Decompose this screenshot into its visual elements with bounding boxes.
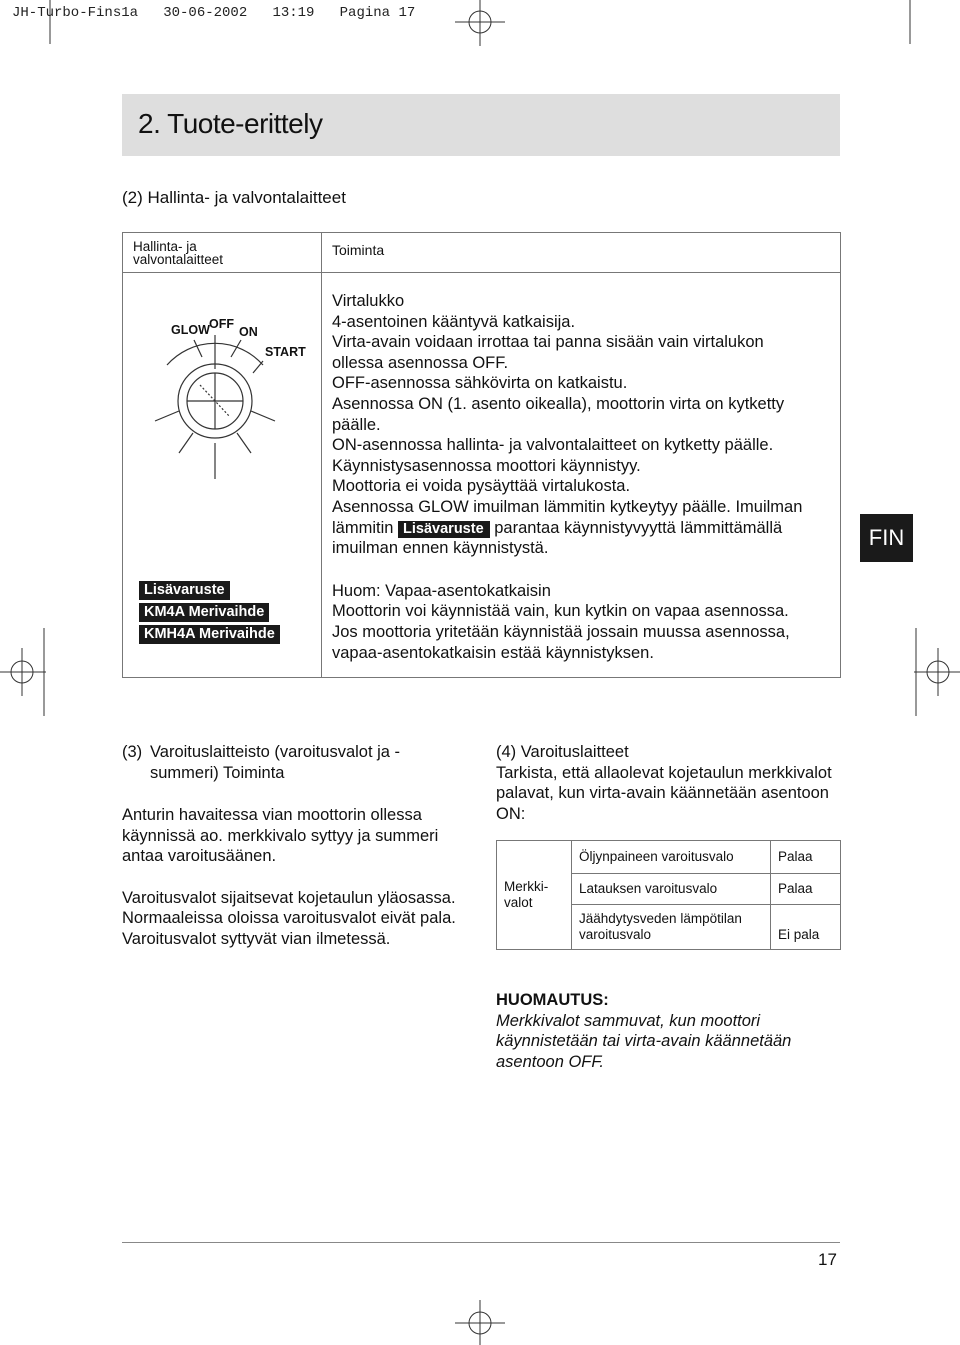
note-heading: HUOMAUTUS: (496, 991, 609, 1009)
label-start: START (265, 345, 306, 359)
header-line: Hallinta- ja (133, 239, 197, 254)
print-slug: JH-Turbo-Fins1a 30-06-2002 13:19 Pagina 17 (12, 5, 416, 21)
section4-heading: (4) Varoituslaitteet (496, 743, 629, 761)
desc-line: ollessa asennossa OFF. (332, 353, 509, 372)
section2-heading: (2) Hallinta- ja valvontalaitteet (122, 188, 346, 207)
indicator-state: Ei pala (771, 905, 841, 950)
note-line: Huom: Vapaa-asentokatkaisin (332, 581, 551, 600)
indicator-row-header: Merkki- valot (497, 841, 572, 950)
note-line: Moottorin voi käynnistää vain, kun kytkin on vapaa asennossa. (332, 602, 789, 621)
table-header-function: Toiminta (322, 233, 841, 273)
glow-post: parantaa käynnistyvyyttä lämmittämällä (494, 518, 783, 537)
warning-note (496, 990, 841, 1072)
glow-pre: lämmitin (332, 518, 394, 537)
desc-line: OFF-asennossa sähkövirta on katkaistu. (332, 374, 628, 393)
indicator-state: Palaa (771, 841, 841, 874)
indicator-table (496, 840, 841, 950)
switch-diagram-cell (123, 273, 322, 678)
desc-line: Käynnistysasennossa moottori käynnistyy. (332, 456, 641, 475)
desc-line: Virta-avain voidaan irrottaa tai panna sisään vain virtalukon (332, 333, 764, 352)
page-title: 2. Tuote-erittely (138, 108, 323, 139)
desc-line: päälle. (332, 415, 381, 434)
section3-heading (122, 742, 462, 783)
tag-accessory-inline: Lisävaruste (398, 521, 490, 538)
section3-title: Varoituslaitteisto (varoitusvalot ja - summeri) Toiminta (150, 743, 401, 782)
desc-line: 4-asentoinen kääntyvä katkaisija. (332, 312, 576, 331)
indicator-name: Jäähdytysveden lämpötilan varoitusvalo (572, 905, 771, 950)
table-header-devices (123, 233, 322, 273)
tag-kmh4a: KMH4A Merivaihde (139, 625, 280, 644)
controls-table (122, 232, 841, 678)
indicator-state: Palaa (771, 874, 841, 905)
section4-intro: Tarkista, että allaolevat kojetaulun merkkivalot palavat, kun virta-avain käännetään asentoon ON: (496, 763, 832, 823)
header-line: valvontalaitteet (133, 252, 224, 267)
desc-line: ON-asennossa hallinta- ja valvontalaitteet on kytketty päälle. (332, 436, 774, 455)
accessory-tags (139, 581, 280, 647)
language-tab-fin: FIN (860, 514, 913, 562)
label-on: ON (239, 325, 258, 339)
section3 (122, 742, 462, 949)
footer-rule (122, 1242, 840, 1243)
indicator-name: Öljynpaineen varoitusvalo (572, 841, 771, 874)
function-description-cell (322, 273, 841, 678)
desc-line: Virtalukko (332, 292, 405, 310)
desc-line: Moottoria ei voida pysäyttää virtalukosta. (332, 477, 631, 496)
section3-para1: Anturin havaitessa vian moottorin ollessa käynnissä ao. merkkivalo syttyy ja summeri antaa varoitusäänen. (122, 806, 439, 865)
section3-para2: Varoitusvalot sijaitsevat kojetaulun yläosassa. Normaaleissa oloissa varoitusvalot eivät pala. Varoitusvalot syttyvät vian ilmetessä. (122, 888, 456, 948)
tag-accessory: Lisävaruste (139, 581, 230, 600)
note-line: Jos moottoria yritetään käynnistää jossain muussa asennossa, (332, 622, 790, 641)
label-off: OFF (209, 317, 234, 331)
indicator-name: Latauksen varoitusvalo (572, 874, 771, 905)
neutral-note (332, 581, 830, 663)
note-body: Merkkivalot sammuvat, kun moottori käynnistetään tai virta-avain käännetään asentoon OFF. (496, 1011, 792, 1071)
desc-line: Asennossa ON (1. asento oikealla), moottorin virta on kytketty (332, 394, 785, 413)
page-title-bar (122, 94, 840, 156)
section3-number: (3) (122, 743, 143, 761)
section4 (496, 742, 841, 824)
desc-line: imuilman ennen käynnistystä. (332, 539, 549, 558)
desc-line: Asennossa GLOW imuilman lämmitin kytkeytyy päälle. Imuilman (332, 497, 803, 516)
page-number: 17 (818, 1250, 837, 1269)
note-line: vapaa-asentokatkaisin estää käynnistyksen. (332, 643, 654, 662)
tag-km4a: KM4A Merivaihde (139, 603, 269, 622)
desc-line-glow (332, 518, 830, 539)
label-glow: GLOW (171, 323, 210, 337)
